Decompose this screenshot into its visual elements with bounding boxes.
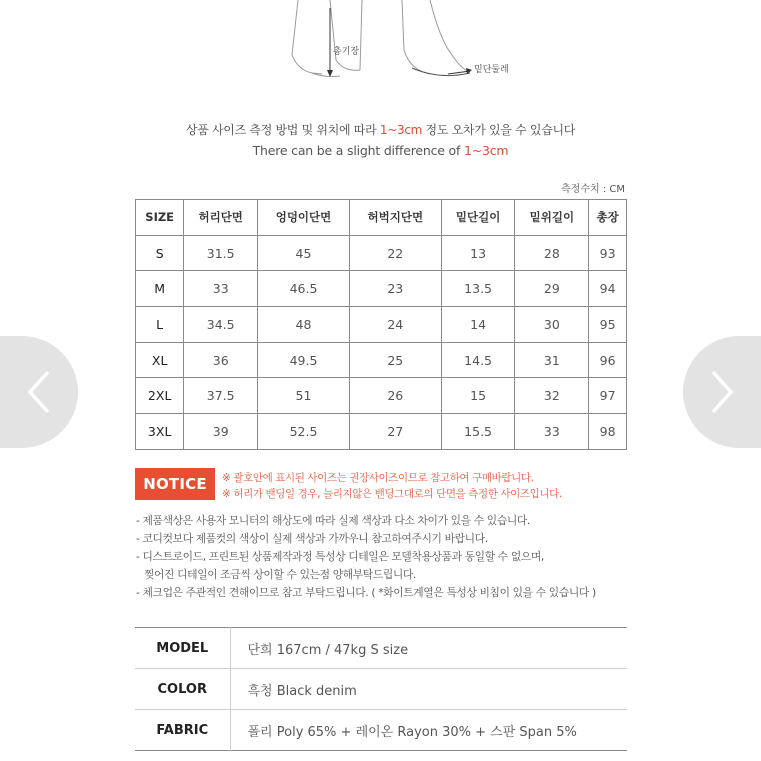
size-table-header-row — [136, 200, 627, 236]
table-cell: 22 — [349, 235, 441, 271]
header-rise: 밑위길이 — [515, 200, 589, 236]
list-item: - 디스트로이드, 프린트된 상품제작과정 특성상 디테일은 모델착용상품과 동일할 수 없으며, — [136, 550, 544, 563]
table-cell: 34.5 — [184, 307, 258, 343]
table-cell: 49.5 — [258, 342, 350, 378]
size-table — [135, 199, 627, 450]
table-cell: 25 — [349, 342, 441, 378]
table-cell: 94 — [589, 271, 627, 307]
info-key-color: COLOR — [135, 669, 230, 710]
table-cell: 93 — [589, 235, 627, 271]
header-thigh: 허벅지단면 — [349, 200, 441, 236]
table-cell: 52.5 — [258, 414, 350, 450]
table-cell: 96 — [589, 342, 627, 378]
chevron-left-icon — [26, 370, 52, 414]
table-cell: 98 — [589, 414, 627, 450]
disclaimer-en-range: 1~3cm — [463, 143, 509, 158]
header-total-length: 총장 — [589, 200, 627, 236]
table-cell: 28 — [515, 235, 589, 271]
info-row-fabric — [135, 710, 627, 751]
table-cell: 29 — [515, 271, 589, 307]
table-row — [136, 235, 627, 271]
table-cell: 27 — [349, 414, 441, 450]
pants-illustration — [0, 0, 761, 90]
notice-line-1: ※ 괄호안에 표시된 사이즈는 권장사이즈이므로 참고하여 구매바랍니다. — [222, 472, 534, 484]
table-cell: 33 — [184, 271, 258, 307]
hem-label: 밑단둘레 — [474, 65, 509, 75]
product-info-table — [135, 627, 627, 751]
size-cell: M — [136, 271, 184, 307]
table-cell: 45 — [258, 235, 350, 271]
header-hem: 밑단길이 — [441, 200, 515, 236]
table-cell: 33 — [515, 414, 589, 450]
disclaimer-ko-text: 상품 사이즈 측정 방법 및 위치에 따라 — [185, 123, 380, 137]
info-value-color: 흑청 Black denim — [230, 669, 627, 710]
table-cell: 36 — [184, 342, 258, 378]
table-cell: 37.5 — [184, 378, 258, 414]
size-cell: S — [136, 235, 184, 271]
table-cell: 51 — [258, 378, 350, 414]
table-cell: 39 — [184, 414, 258, 450]
disclaimer-en-text: There can be a slight difference of — [252, 143, 464, 158]
table-cell: 95 — [589, 307, 627, 343]
table-cell: 23 — [349, 271, 441, 307]
table-row — [136, 378, 627, 414]
info-row-model — [135, 628, 627, 669]
table-cell: 24 — [349, 307, 441, 343]
info-key-fabric: FABRIC — [135, 710, 230, 751]
previous-image-button[interactable] — [0, 336, 78, 448]
table-row — [136, 271, 627, 307]
table-cell: 31.5 — [184, 235, 258, 271]
list-item: 찢어진 디테일이 조금씩 상이할 수 있는점 양해부탁드립니다. — [144, 568, 416, 581]
table-cell: 46.5 — [258, 271, 350, 307]
header-hip: 엉덩이단면 — [258, 200, 350, 236]
size-cell: 3XL — [136, 414, 184, 450]
info-value-model: 단희 167cm / 47kg S size — [230, 628, 627, 669]
product-disclaimer-list — [136, 512, 636, 602]
disclaimer-ko-range: 1~3cm — [379, 123, 423, 137]
size-cell: XL — [136, 342, 184, 378]
table-cell: 14.5 — [441, 342, 515, 378]
info-key-model: MODEL — [135, 628, 230, 669]
table-row — [136, 414, 627, 450]
next-image-button[interactable] — [683, 336, 761, 448]
info-row-color — [135, 669, 627, 710]
list-item: - 제품색상은 사용자 모니터의 해상도에 따라 실제 색상과 다소 차이가 있을 수 있습니다. — [136, 514, 530, 527]
table-row — [136, 342, 627, 378]
table-cell: 32 — [515, 378, 589, 414]
size-cell: 2XL — [136, 378, 184, 414]
table-cell: 97 — [589, 378, 627, 414]
notice-line-2: ※ 허리가 밴딩일 경우, 늘리지않은 밴딩그대로의 단면을 측정한 사이즈입니다. — [222, 488, 562, 500]
info-value-fabric: 폴리 Poly 65% + 레이온 Rayon 30% + 스판 Span 5% — [247, 724, 577, 740]
table-cell: 26 — [349, 378, 441, 414]
disclaimer-ko-suffix: 정도 오차가 있을 수 있습니다 — [422, 123, 576, 137]
table-cell: 13 — [441, 235, 515, 271]
table-cell: 30 — [515, 307, 589, 343]
table-cell: 14 — [441, 307, 515, 343]
total-length-label: 총기장 — [333, 47, 360, 57]
notice-badge: NOTICE — [135, 468, 215, 500]
list-item: - 체크업은 주관적인 견해이므로 참고 부탁드립니다. ( *화이트계열은 특성상 비침이 있을 수 있습니다 ) — [136, 586, 596, 599]
size-cell: L — [136, 307, 184, 343]
size-disclaimer-ko — [0, 121, 761, 138]
chevron-right-icon — [709, 370, 735, 414]
table-cell: 15.5 — [441, 414, 515, 450]
pants-measurement-diagram — [0, 0, 761, 90]
list-item: - 코디컷보다 제품컷의 색상이 실제 색상과 가까우니 참고하여주시기 바랍니다. — [136, 532, 488, 545]
table-cell: 13.5 — [441, 271, 515, 307]
size-disclaimer-en — [0, 143, 761, 158]
table-cell: 48 — [258, 307, 350, 343]
measurement-unit-label: 측정수치 : CM — [561, 184, 625, 195]
header-size: SIZE — [136, 200, 184, 236]
header-waist: 허리단면 — [184, 200, 258, 236]
table-cell: 15 — [441, 378, 515, 414]
table-cell: 31 — [515, 342, 589, 378]
table-row — [136, 307, 627, 343]
